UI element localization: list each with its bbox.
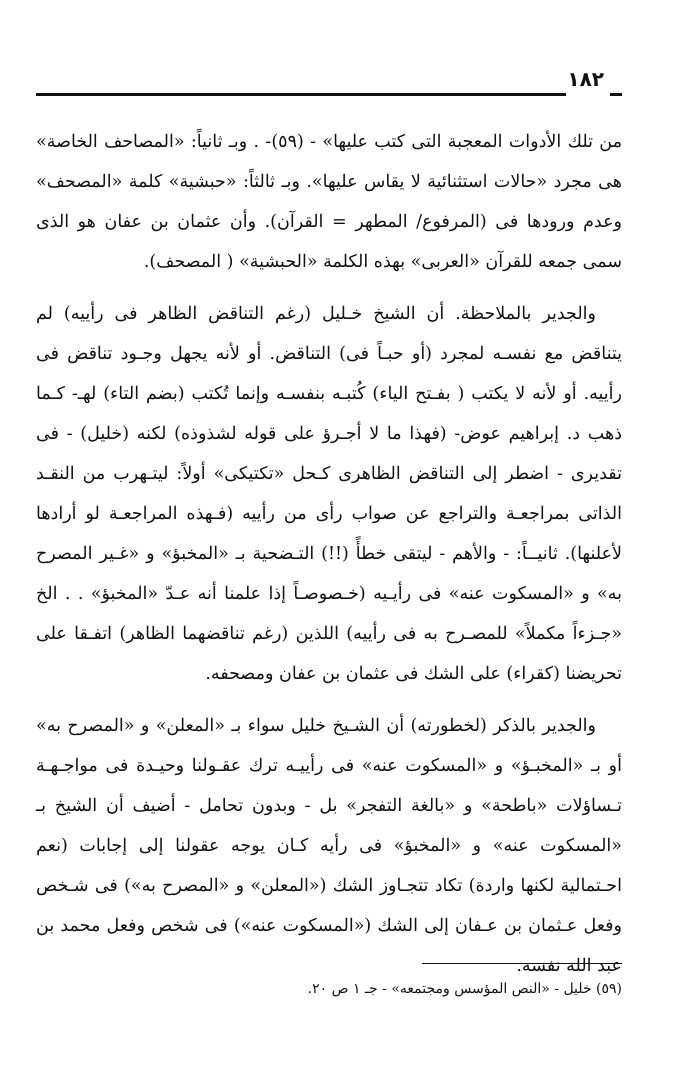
footnote-rule [422, 963, 622, 964]
paragraph-2: والجدير بالملاحظة. أن الشيخ خـليل (رغم التناقض الظاهر فى رأييه) لم يتناقض مع نفسـه لمجرد (أو حبـاً فى) التناقض. أو لأنه يجهل وجـود تناقض فى رأييه. أو لأنه لا يكتب ( بفـتح الياء) كُتبـه بنفسـه وإنما تُكتب (بضم التاء) لهـ- كـما ذهب د. إبراهيم عوض- (فهذا ما لا أجـرؤ على قوله لشذوذه) لكنه (خليل) - فى تقديرى - اضطر إلى التناقض الظاهرى كـحل «تكتيكى» أولاً: ليتـهرب من النقـد الذاتى بمراجعـة والتراجع عن صواب رأى من رأييه (فـهذه المراجعـة لو أرادها لأعلنها). ثانيــاً: - والأهم - ليتقى خطأً (!!) التـضحية بـ «المخبؤ» و «غـير المصرح به» و «المسكوت عنه» فى رأيـيه (خـصوصـاً إذا علمنا أنه عـدّ «المخبؤ» . . الخ «جـزءاً مكملاً» للمصـرح به فى رأييه) اللذين (رغم تناقضهما الظاهر) اتفـقا على تحريضنا (كقراء) على الشك فى عثمان بن عفان ومصحفه. [36, 304, 622, 684]
header-rule [36, 93, 566, 96]
paragraph-3: والجدير بالذكر (لخطورته) أن الشـيخ خليل سواء بـ «المعلن» و «المصرح به» أو بـ «المخبـؤ» و «المسكوت عنه» فى رأييـه ترك عقـولنا وحيـدة فى مواجـهـة تـساؤلات «باطحة» و «بالغة التفجر» بل - وبدون تحامل - أضيف أن الشيخ بـ «المسكوت عنه» و «المخبؤ» فى رأيه كـان يوجه عقولنا إلى إجابات (نعم احـتمالية لكنها واردة) تكاد تتجـاوز الشك («المعلن» و «المصرح به») فى شـخص وفعل عـثمان بن عـفان إلى الشك («المسكوت عنه») فى شخص وفعل محمد بن عبد الله نفسه. [36, 716, 622, 976]
page-header [36, 68, 622, 100]
header-rule-end [610, 93, 622, 96]
page-number: ١٨٢ [567, 67, 604, 91]
paragraph-1: من تلك الأدوات المعجبة التى كتب عليها» - (٥٩)- . وبـ ثانياً: «المصاحف الخاصة» هى مجرد «حالات استثنائية لا يقاس عليها». وبـ ثالثاً: «حبشية» كلمة «المصحف» وعدم ورودها فى (المرفوع/ المطهر = القرآن). وأن عثمان بن عفان هو الذى سمى جمعه للقرآن «العربى» بهذه الكلمة «الحبشية» ( المصحف). [36, 132, 622, 272]
footnote: (٥٩) خليل - «النص المؤسس ومجتمعه» - جـ ١ ص ٢٠. [307, 981, 622, 997]
body-text [36, 122, 622, 986]
